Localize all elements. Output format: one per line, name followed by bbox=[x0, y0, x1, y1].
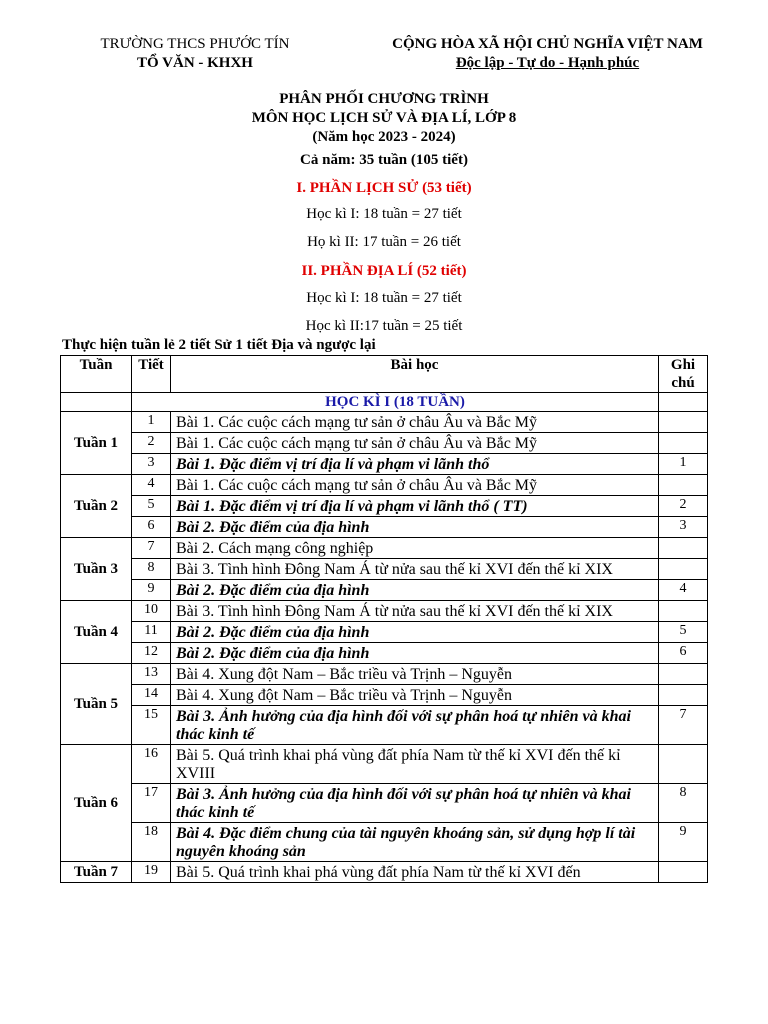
lesson-note: 9 bbox=[659, 823, 708, 862]
motto: Độc lập - Tự do - Hạnh phúc bbox=[455, 55, 640, 71]
school-header bbox=[60, 35, 330, 73]
table-row bbox=[61, 454, 708, 475]
col-week-header: Tuần bbox=[61, 356, 132, 393]
table-row bbox=[61, 685, 708, 706]
lesson-note bbox=[659, 412, 708, 433]
curriculum-table bbox=[60, 355, 708, 883]
lesson-note: 5 bbox=[659, 622, 708, 643]
table-row bbox=[61, 862, 708, 883]
table-row bbox=[61, 664, 708, 685]
geography-sem1: Học kì I: 18 tuần = 27 tiết bbox=[306, 290, 462, 306]
lesson-title: Bài 2. Cách mạng công nghiệp bbox=[171, 538, 659, 559]
lesson-note bbox=[659, 664, 708, 685]
table-row bbox=[61, 784, 708, 823]
lesson-note bbox=[659, 745, 708, 784]
table-row bbox=[61, 622, 708, 643]
lesson-note bbox=[659, 475, 708, 496]
lesson-note: 2 bbox=[659, 496, 708, 517]
lesson-note: 8 bbox=[659, 784, 708, 823]
period-number: 14 bbox=[132, 685, 171, 706]
lesson-title: Bài 4. Xung đột Nam – Bắc triều và Trịnh – Nguyễn bbox=[171, 664, 659, 685]
period-number: 11 bbox=[132, 622, 171, 643]
title-line-3: (Năm học 2023 - 2024) bbox=[312, 129, 456, 145]
lesson-title: Bài 4. Đặc điểm chung của tài nguyên khoáng sản, sử dụng hợp lí tài nguyên khoáng sản bbox=[171, 823, 659, 862]
lesson-note bbox=[659, 559, 708, 580]
table-row bbox=[61, 706, 708, 745]
table-row bbox=[61, 496, 708, 517]
period-number: 19 bbox=[132, 862, 171, 883]
title-line-2: MÔN HỌC LỊCH SỬ VÀ ĐỊA LÍ, LỚP 8 bbox=[251, 110, 517, 126]
lesson-title: Bài 2. Đặc điểm của địa hình bbox=[171, 517, 659, 538]
period-number: 7 bbox=[132, 538, 171, 559]
table-row bbox=[61, 643, 708, 664]
period-number: 6 bbox=[132, 517, 171, 538]
table-row bbox=[61, 538, 708, 559]
week-label: Tuần 2 bbox=[61, 475, 132, 538]
lesson-title: Bài 1. Đặc điểm vị trí địa lí và phạm vi lãnh thổ bbox=[171, 454, 659, 475]
lesson-note bbox=[659, 601, 708, 622]
period-number: 13 bbox=[132, 664, 171, 685]
week-label: Tuần 1 bbox=[61, 412, 132, 475]
country-name: CỘNG HÒA XÃ HỘI CHỦ NGHĨA VIỆT NAM bbox=[392, 36, 703, 52]
period-number: 10 bbox=[132, 601, 171, 622]
lesson-title: Bài 2. Đặc điểm của địa hình bbox=[171, 580, 659, 601]
semester-label: HỌC KÌ I (18 TUẦN) bbox=[132, 393, 659, 412]
col-period-header: Tiết bbox=[132, 356, 171, 393]
lesson-title: Bài 5. Quá trình khai phá vùng đất phía Nam từ thế kỉ XVI đến bbox=[171, 862, 659, 883]
lesson-note: 1 bbox=[659, 454, 708, 475]
week-label: Tuần 6 bbox=[61, 745, 132, 862]
table-row bbox=[61, 433, 708, 454]
table-row bbox=[61, 601, 708, 622]
table-row bbox=[61, 517, 708, 538]
lesson-title: Bài 3. Ảnh hưởng của địa hình đối với sự phân hoá tự nhiên và khai thác kinh tế bbox=[171, 706, 659, 745]
lesson-title: Bài 5. Quá trình khai phá vùng đất phía Nam từ thế kỉ XVI đến thế kỉ XVIII bbox=[171, 745, 659, 784]
geography-sem2: Học kì II:17 tuần = 25 tiết bbox=[305, 318, 463, 334]
title-line-1: PHÂN PHỐI CHƯƠNG TRÌNH bbox=[279, 91, 489, 107]
lesson-title: Bài 1. Các cuộc cách mạng tư sản ở châu Âu và Bắc Mỹ bbox=[171, 412, 659, 433]
year-total: Cả năm: 35 tuần (105 tiết) bbox=[300, 152, 468, 168]
history-heading: I. PHẦN LỊCH SỬ (53 tiết) bbox=[296, 180, 472, 196]
lesson-title: Bài 2. Đặc điểm của địa hình bbox=[171, 622, 659, 643]
lesson-note bbox=[659, 538, 708, 559]
lesson-note bbox=[659, 685, 708, 706]
period-number: 17 bbox=[132, 784, 171, 823]
lesson-title: Bài 3. Tình hình Đông Nam Á từ nửa sau thế kỉ XVI đến thế kỉ XIX bbox=[171, 559, 659, 580]
history-sem1: Học kì I: 18 tuần = 27 tiết bbox=[306, 206, 462, 222]
lesson-title: Bài 1. Các cuộc cách mạng tư sản ở châu Âu và Bắc Mỹ bbox=[171, 433, 659, 454]
lesson-title: Bài 4. Xung đột Nam – Bắc triều và Trịnh – Nguyễn bbox=[171, 685, 659, 706]
national-header bbox=[360, 35, 735, 73]
lesson-title: Bài 2. Đặc điểm của địa hình bbox=[171, 643, 659, 664]
period-number: 9 bbox=[132, 580, 171, 601]
table-header-row bbox=[61, 356, 708, 393]
lesson-note bbox=[659, 433, 708, 454]
table-row bbox=[61, 823, 708, 862]
schedule-note: Thực hiện tuần lẻ 2 tiết Sử 1 tiết Địa và ngược lại bbox=[62, 337, 376, 353]
lesson-title: Bài 3. Tình hình Đông Nam Á từ nửa sau thế kỉ XVI đến thế kỉ XIX bbox=[171, 601, 659, 622]
week-label: Tuần 3 bbox=[61, 538, 132, 601]
lesson-note: 6 bbox=[659, 643, 708, 664]
period-number: 2 bbox=[132, 433, 171, 454]
document-title bbox=[0, 90, 768, 147]
period-number: 5 bbox=[132, 496, 171, 517]
lesson-title: Bài 1. Đặc điểm vị trí địa lí và phạm vi lãnh thổ ( TT) bbox=[171, 496, 659, 517]
table-row bbox=[61, 559, 708, 580]
table-row bbox=[61, 412, 708, 433]
period-number: 16 bbox=[132, 745, 171, 784]
table-row bbox=[61, 745, 708, 784]
period-number: 15 bbox=[132, 706, 171, 745]
week-label: Tuần 4 bbox=[61, 601, 132, 664]
lesson-title: Bài 1. Các cuộc cách mạng tư sản ở châu Âu và Bắc Mỹ bbox=[171, 475, 659, 496]
period-number: 1 bbox=[132, 412, 171, 433]
week-label: Tuần 7 bbox=[61, 862, 132, 883]
period-number: 8 bbox=[132, 559, 171, 580]
table-row bbox=[61, 475, 708, 496]
lesson-note bbox=[659, 862, 708, 883]
lesson-note: 4 bbox=[659, 580, 708, 601]
period-number: 3 bbox=[132, 454, 171, 475]
lesson-title: Bài 3. Ảnh hưởng của địa hình đối với sự phân hoá tự nhiên và khai thác kinh tế bbox=[171, 784, 659, 823]
history-sem2: Họ kì II: 17 tuần = 26 tiết bbox=[307, 234, 461, 250]
lesson-note: 3 bbox=[659, 517, 708, 538]
department-name: TỔ VĂN - KHXH bbox=[137, 55, 253, 71]
lesson-note: 7 bbox=[659, 706, 708, 745]
week-label: Tuần 5 bbox=[61, 664, 132, 745]
semester-row bbox=[61, 393, 708, 412]
period-number: 4 bbox=[132, 475, 171, 496]
col-lesson-header: Bài học bbox=[171, 356, 659, 393]
col-note-header: Ghi chú bbox=[659, 356, 708, 393]
period-number: 18 bbox=[132, 823, 171, 862]
school-name: TRƯỜNG THCS PHƯỚC TÍN bbox=[100, 36, 290, 52]
table-row bbox=[61, 580, 708, 601]
period-number: 12 bbox=[132, 643, 171, 664]
geography-heading: II. PHẦN ĐỊA LÍ (52 tiết) bbox=[301, 263, 467, 279]
